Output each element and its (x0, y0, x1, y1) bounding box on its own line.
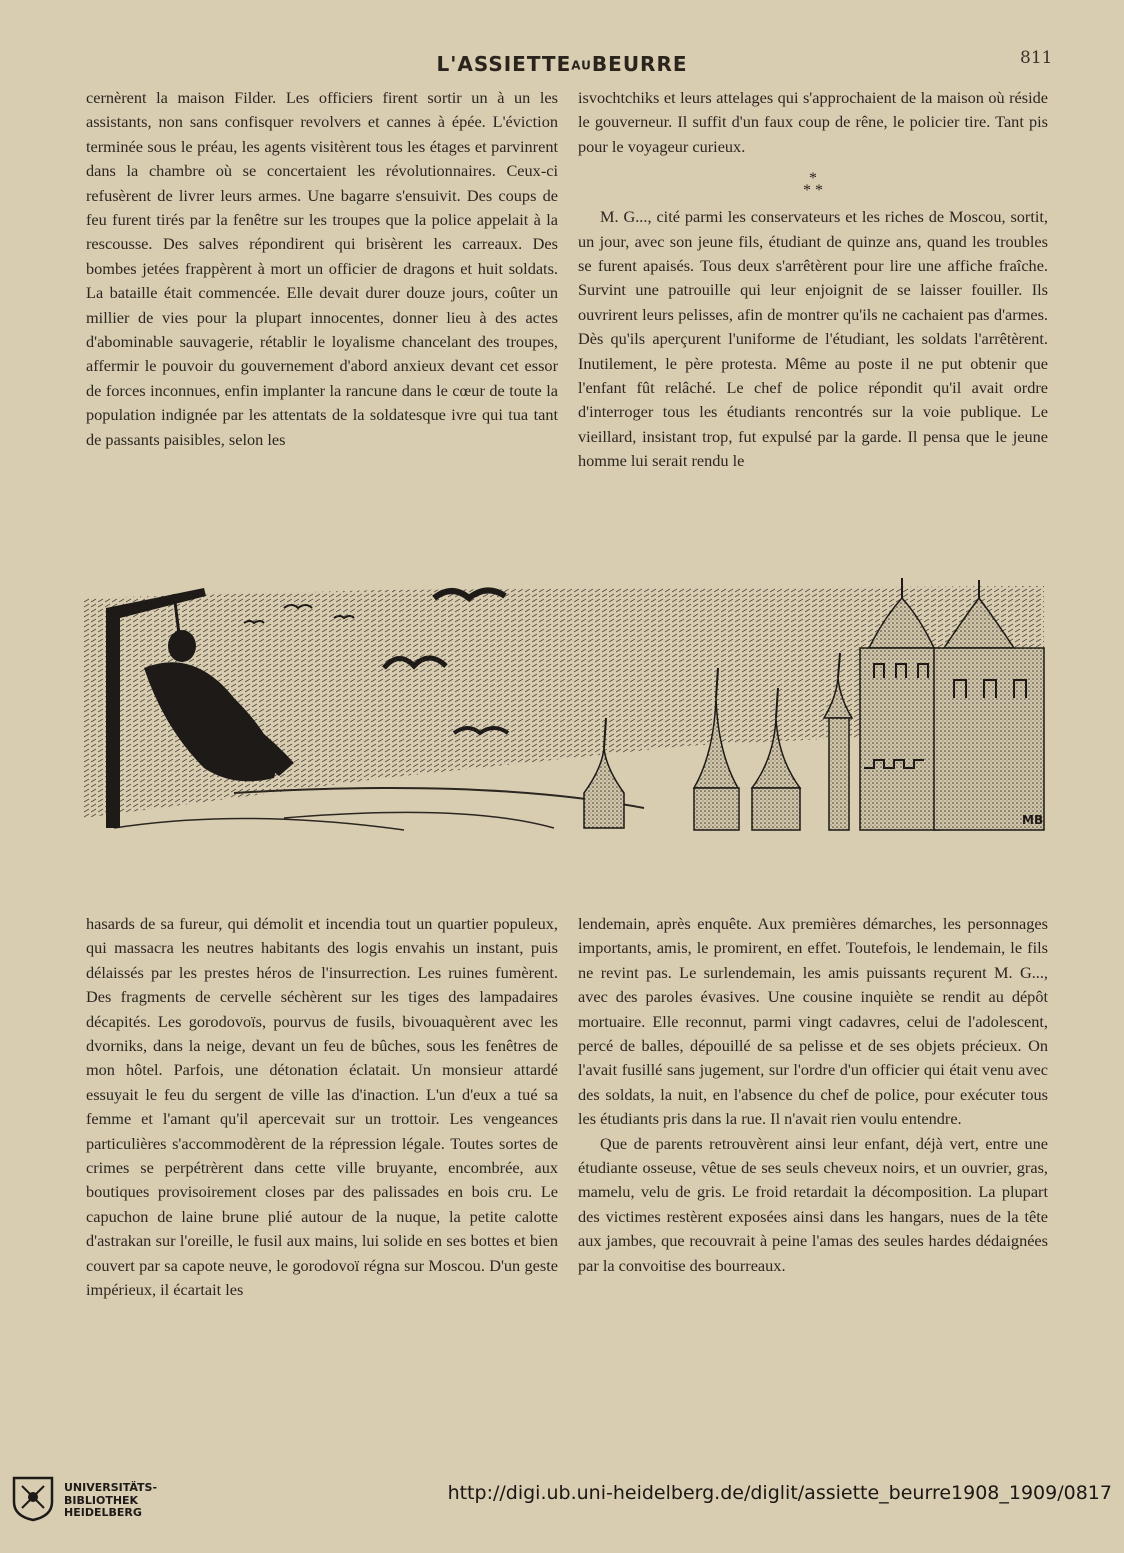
library-line-2: BIBLIOTHEK (64, 1493, 139, 1507)
column-top-left (86, 86, 558, 452)
university-seal-icon (10, 1474, 56, 1522)
column-bottom-left (86, 912, 558, 1303)
asterism-top: * (809, 170, 817, 188)
library-line-3: HEIDELBERG (64, 1506, 142, 1519)
paragraph: lendemain, après enquête. Aux premières démarches, les personnages importants, amis, le promirent, en effet. Toutefois, le lendemain, le fils ne revint pas. Le surlendemain, les amis puissants reçurent M. G..., avec des paroles évasives. Une cousine inquiète se rendit au dépôt mortuaire. Elle reconnut, parmi vingt cadavres, celui de l'adolescent, percé de balles, dépouillé de sa pelisse et de ses objets précieux. On l'avait fusillé sans jugement, sur l'ordre d'un officier qui était venu avec des soldats, la nuit, en l'absence du chef de police, pour exécuter tous les étudiants pris dans la rue. Il n'avait rien voulu entendre. (578, 914, 1048, 1129)
paragraph: cernèrent la maison Filder. Les officiers firent sortir un à un les assistants, non sans confisquer revolvers et cannes à épée. L'éviction terminée sous le préau, les agents visitèrent tous les étages et parvinrent dans la chambre où se concertaient les révolutionnaires. Ceux-ci refusèrent de livrer leurs armes. Une bagarre s'ensuivit. Des coups de feu furent tirés par la fenêtre sur les troupes que la police appelait à la rescousse. Des salves répondirent qui brisèrent les carreaux. Des bombes jetées frappèrent à mort un officier de dragons et huit soldats. La bataille était commencée. Elle devait durer douze jours, coûter un millier de vies pour la plupart innocentes, donner lieu à des actes d'abominable sauvagerie, rétablir le loyalisme chancelant des troupes, affermir le pouvoir du gouvernement d'abord anxieux devant cet essor de forces inconnues, enfin implanter la rancune dans le cœur de toute la population indignée par les attentats de la soldatesque ivre qui tua tant de passants paisibles, selon les (86, 88, 558, 449)
page-number: 811 (1020, 48, 1053, 68)
library-line-1: UNIVERSITÄTS- (64, 1481, 158, 1494)
source-url-link[interactable]: http://digi.ub.uni-heidelberg.de/diglit/assiette_beurre1908_1909/0817 (447, 1482, 1112, 1504)
illustration-drawing (84, 578, 1056, 832)
paragraph: isvochtchiks et leurs attelages qui s'approchaient de la maison où réside le gouverneur. Il suffit d'un faux coup de rêne, le policier tire. Tant pis pour le voyageur curieux. (578, 88, 1048, 156)
illustration-signature: MB (1022, 813, 1044, 827)
illustration (84, 578, 1056, 832)
column-top-right (578, 86, 1048, 474)
masthead-right: BEURRE (591, 52, 688, 76)
library-name (64, 1482, 157, 1520)
masthead-left: L'ASSIETTE (436, 52, 572, 76)
asterism-bottom: * * (803, 182, 823, 200)
column-bottom-right (578, 912, 1048, 1278)
masthead-mid: AU (571, 58, 592, 73)
footer (0, 1462, 1124, 1532)
paragraph: M. G..., cité parmi les conservateurs et les riches de Moscou, sortit, un jour, avec son jeune fils, étudiant de quinze ans, quand les troubles se furent apaisés. Tous deux s'arrêtèrent pour lire une affiche fraîche. Survint une patrouille qui leur enjoignit de se laisser fouiller. Ils ouvrirent leurs pelisses, afin de montrer qu'ils ne cachaient pas d'armes. Dès qu'ils aperçurent l'uniforme de l'étudiant, les soldats l'arrêtèrent. Inutilement, le père protesta. Même au poste il ne put obtenir que l'enfant fût relâché. Le chef de police répondit qu'il avait ordre d'interroger tous les étudiants rencontrés sur la voie publique. Le vieillard, insistant trop, fut expulsé par la garde. Il pensa que le jeune homme lui serait rendu le (578, 207, 1048, 471)
paragraph: Que de parents retrouvèrent ainsi leur enfant, déjà vert, entre une étudiante osseuse, vêtue de ses seuls cheveux noirs, et un ouvrier, gras, mamelu, velu de gris. Le froid retardait la décomposition. La plupart des victimes restèrent exposées ainsi dans les hangars, nues de la tête aux jambes, que recouvrait à peine l'amas des seules hardes dédaignées par la convoitise des bourreaux. (578, 1133, 1048, 1275)
paragraph: hasards de sa fureur, qui démolit et incendia tout un quartier populeux, qui massacra les neutres habitants des logis envahis un instant, puis délaissés par les prestes héros de l'insurrection. Les ruines fumèrent. Des fragments de cervelle séchèrent sur les tiges des lampadaires décapités. Les gorodovoïs, pourvus de fusils, bivouaquèrent avec les dvorniks, dans la neige, devant un feu de bûches, sous les fenêtres de mon hôtel. Parfois, une détonation éclatait. Un monsieur attardé essuyait le feu du sergent de ville las d'inaction. L'un d'eux a tué sa femme et l'amant qu'il apercevait sur un trottoir. Les vengeances particulières s'accommodèrent de la répression légale. Toutes sortes de crimes se perpétrèrent dans cette ville bruyante, encombrée, aux boutiques provisoirement closes par des palissades en bois cru. Le capuchon de laine brune plié autour de la nuque, la petite calotte d'astrakan sur l'oreille, le fusil aux mains, lui solide en ses bottes et bien couvert par sa capote neuve, le gorodovoï régna sur Moscou. D'un geste impérieux, il écartait les (86, 914, 558, 1300)
asterism (578, 170, 1048, 200)
masthead (0, 52, 1124, 76)
